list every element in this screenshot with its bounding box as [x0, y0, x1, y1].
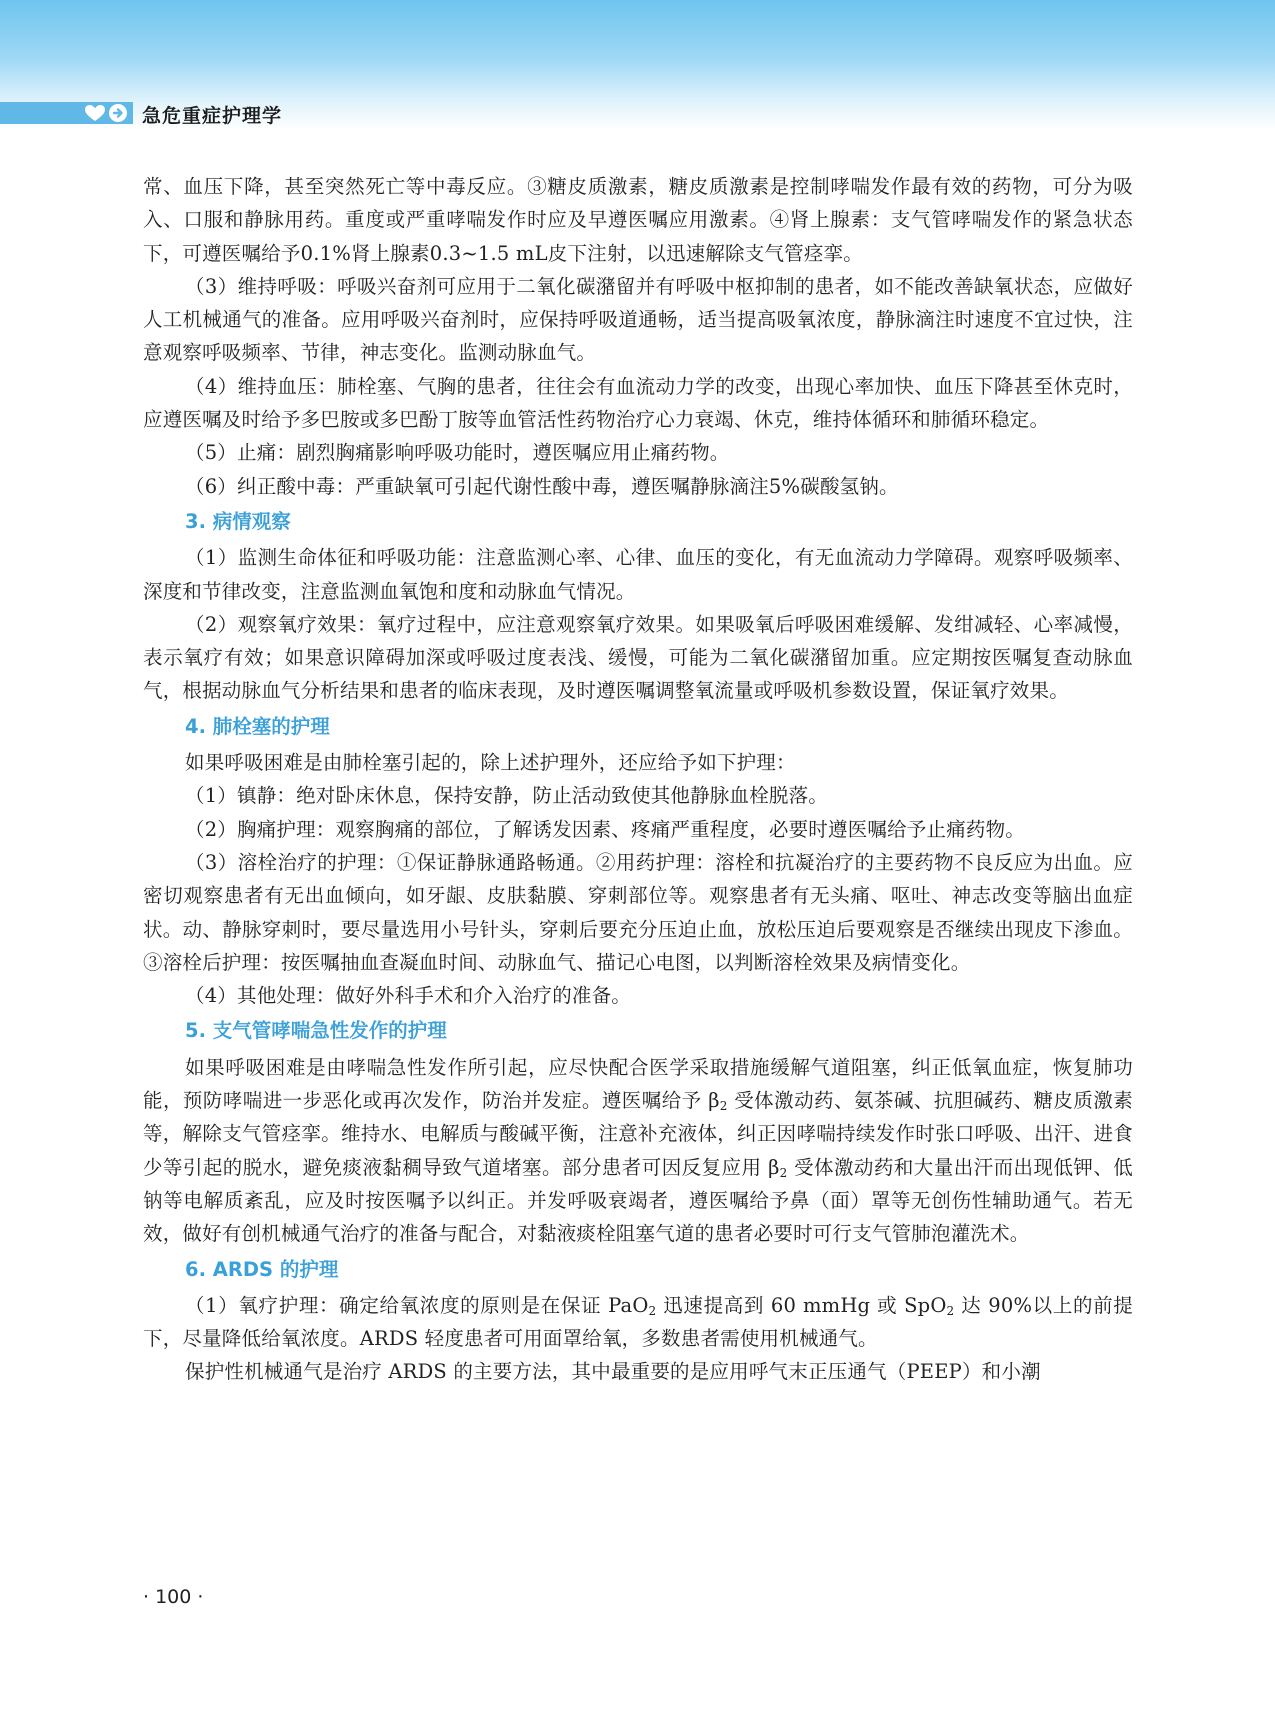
running-header: [0, 102, 1275, 127]
text-run: 受体激动药和大量出汗而出现低钾、低钠等电解质紊乱，应及时按医嘱予以纠正。并发呼吸衰竭者，遵医嘱给予鼻（面）罩等无创伤性辅助通气。若无效，做好有创机械通气治疗的准备与配合，对黏液痰栓阻塞气道的患者必要时可行支气管肺泡灌洗术。: [143, 1155, 1133, 1246]
text-run: （1）氧疗护理：确定给氧浓度的原则是在保证 PaO: [185, 1293, 649, 1317]
subscript: 2: [946, 1303, 955, 1318]
section-heading: 5. 支气管哮喘急性发作的护理: [185, 1019, 447, 1043]
text-run: 达 90%以上的前提下，尽量降低给氧浓度。ARDS 轻度患者可用面罩给氧，多数患者需使用机械通气。: [143, 1293, 1133, 1351]
subscript: 2: [648, 1303, 657, 1318]
paragraph: （1）镇静：绝对卧床休息，保持安静，防止活动致使其他静脉血栓脱落。: [185, 784, 829, 808]
paragraph: （1）监测生命体征和呼吸功能：注意监测心率、心律、血压的变化，有无血流动力学障碍。观察呼吸频率、深度和节律改变，注意监测血氧饱和度和动脉血气情况。: [143, 546, 1133, 603]
paragraph: [143, 1289, 1133, 1356]
heart-icon: [84, 104, 106, 122]
subscript: 2: [719, 1099, 728, 1114]
paragraph: （6）纠正酸中毒：严重缺氧可引起代谢性酸中毒，遵医嘱静脉滴注5%碳酸氢钠。: [185, 474, 899, 498]
page-number: · 100 ·: [143, 1586, 204, 1608]
paragraph: （4）其他处理：做好外科手术和介入治疗的准备。: [185, 984, 632, 1008]
header-accent-tab: [0, 102, 133, 124]
section-heading: 3. 病情观察: [185, 509, 291, 533]
paragraph: （4）维持血压：肺栓塞、气胸的患者，往往会有血流动力学的改变，出现心率加快、血压下降甚至休克时，应遵医嘱及时给予多巴胺或多巴酚丁胺等血管活性药物治疗心力衰竭、休克，维持体循环和肺循环稳定。: [143, 374, 1133, 432]
page-body: [143, 170, 1133, 1389]
text-run: 迅速提高到 60 mmHg 或 SpO: [656, 1293, 947, 1317]
section-heading: 4. 肺栓塞的护理: [185, 714, 330, 738]
paragraph: （5）止痛：剧烈胸痛影响呼吸功能时，遵医嘱应用止痛药物。: [185, 441, 730, 465]
paragraph: 如果呼吸困难是由肺栓塞引起的，除上述护理外，还应给予如下护理：: [185, 751, 796, 775]
paragraph: （2）观察氧疗效果：氧疗过程中，应注意观察氧疗效果。如果吸氧后呼吸困难缓解、发绀减轻、心率减慢，表示氧疗有效；如果意识障碍加深或呼吸过度表浅、缓慢，可能为二氧化碳潴留加重。应定期按医嘱复查动脉血气，根据动脉血气分析结果和患者的临床表现，及时遵医嘱调整氧流量或呼吸机参数设置，保证氧疗效果。: [143, 612, 1133, 703]
section-heading: 6. ARDS 的护理: [185, 1257, 339, 1281]
paragraph: 常、血压下降，甚至突然死亡等中毒反应。③糖皮质激素，糖皮质激素是控制哮喘发作最有效的药物，可分为吸入、口服和静脉用药。重度或严重哮喘发作时应及早遵医嘱应用激素。④肾上腺素：支气管哮喘发作的紧急状态下，可遵医嘱给予0.1%肾上腺素0.3~1.5 mL皮下注射，以迅速解除支气管痉挛。: [143, 175, 1133, 265]
paragraph: （3）溶栓治疗的护理：①保证静脉通路畅通。②用药护理：溶栓和抗凝治疗的主要药物不良反应为出血。应密切观察患者有无出血倾向，如牙龈、皮肤黏膜、穿刺部位等。观察患者有无头痛、呕吐、神志改变等脑出血症状。动、静脉穿刺时，要尽量选用小号针头，穿刺后要充分压迫止血，放松压迫后要观察是否继续出现皮下渗血。③溶栓后护理：按医嘱抽血查凝血时间、动脉血气、描记心电图，以判断溶栓效果及病情变化。: [143, 850, 1133, 974]
book-title: 急危重症护理学: [142, 105, 283, 127]
paragraph: （2）胸痛护理：观察胸痛的部位，了解诱发因素、疼痛严重程度，必要时遵医嘱给予止痛药物。: [185, 817, 1026, 841]
arrow-right-circle-icon: [109, 104, 127, 122]
text-run: 受体激动药、氨茶碱、抗胆碱药、糖皮质激素等，解除支气管痉挛。维持水、电解质与酸碱平衡，注意补充液体，纠正因哮喘持续发作时张口呼吸、出汗、进食少等引起的脱水，避免痰液黏稠导致气道堵塞。部分患者可因反复应用 β: [143, 1089, 1133, 1179]
paragraph: （3）维持呼吸：呼吸兴奋剂可应用于二氧化碳潴留并有呼吸中枢抑制的患者，如不能改善缺氧状态，应做好人工机械通气的准备。应用呼吸兴奋剂时，应保持呼吸道通畅，适当提高吸氧浓度，静脉滴注时速度不宜过快，注意观察呼吸频率、节律，神志变化。监测动脉血气。: [143, 274, 1133, 365]
paragraph: [143, 1051, 1133, 1251]
paragraph: 保护性机械通气是治疗 ARDS 的主要方法，其中最重要的是应用呼气末正压通气（PEEP）和小潮: [185, 1360, 1041, 1384]
subscript: 2: [779, 1165, 788, 1180]
text-run: 如果呼吸困难是由哮喘急性发作所引起，应尽快配合医学采取措施缓解气道阻塞，纠正低氧血症，恢复肺功能，预防哮喘进一步恶化或再次发作，防治并发症。遵医嘱给予 β: [143, 1055, 1133, 1113]
